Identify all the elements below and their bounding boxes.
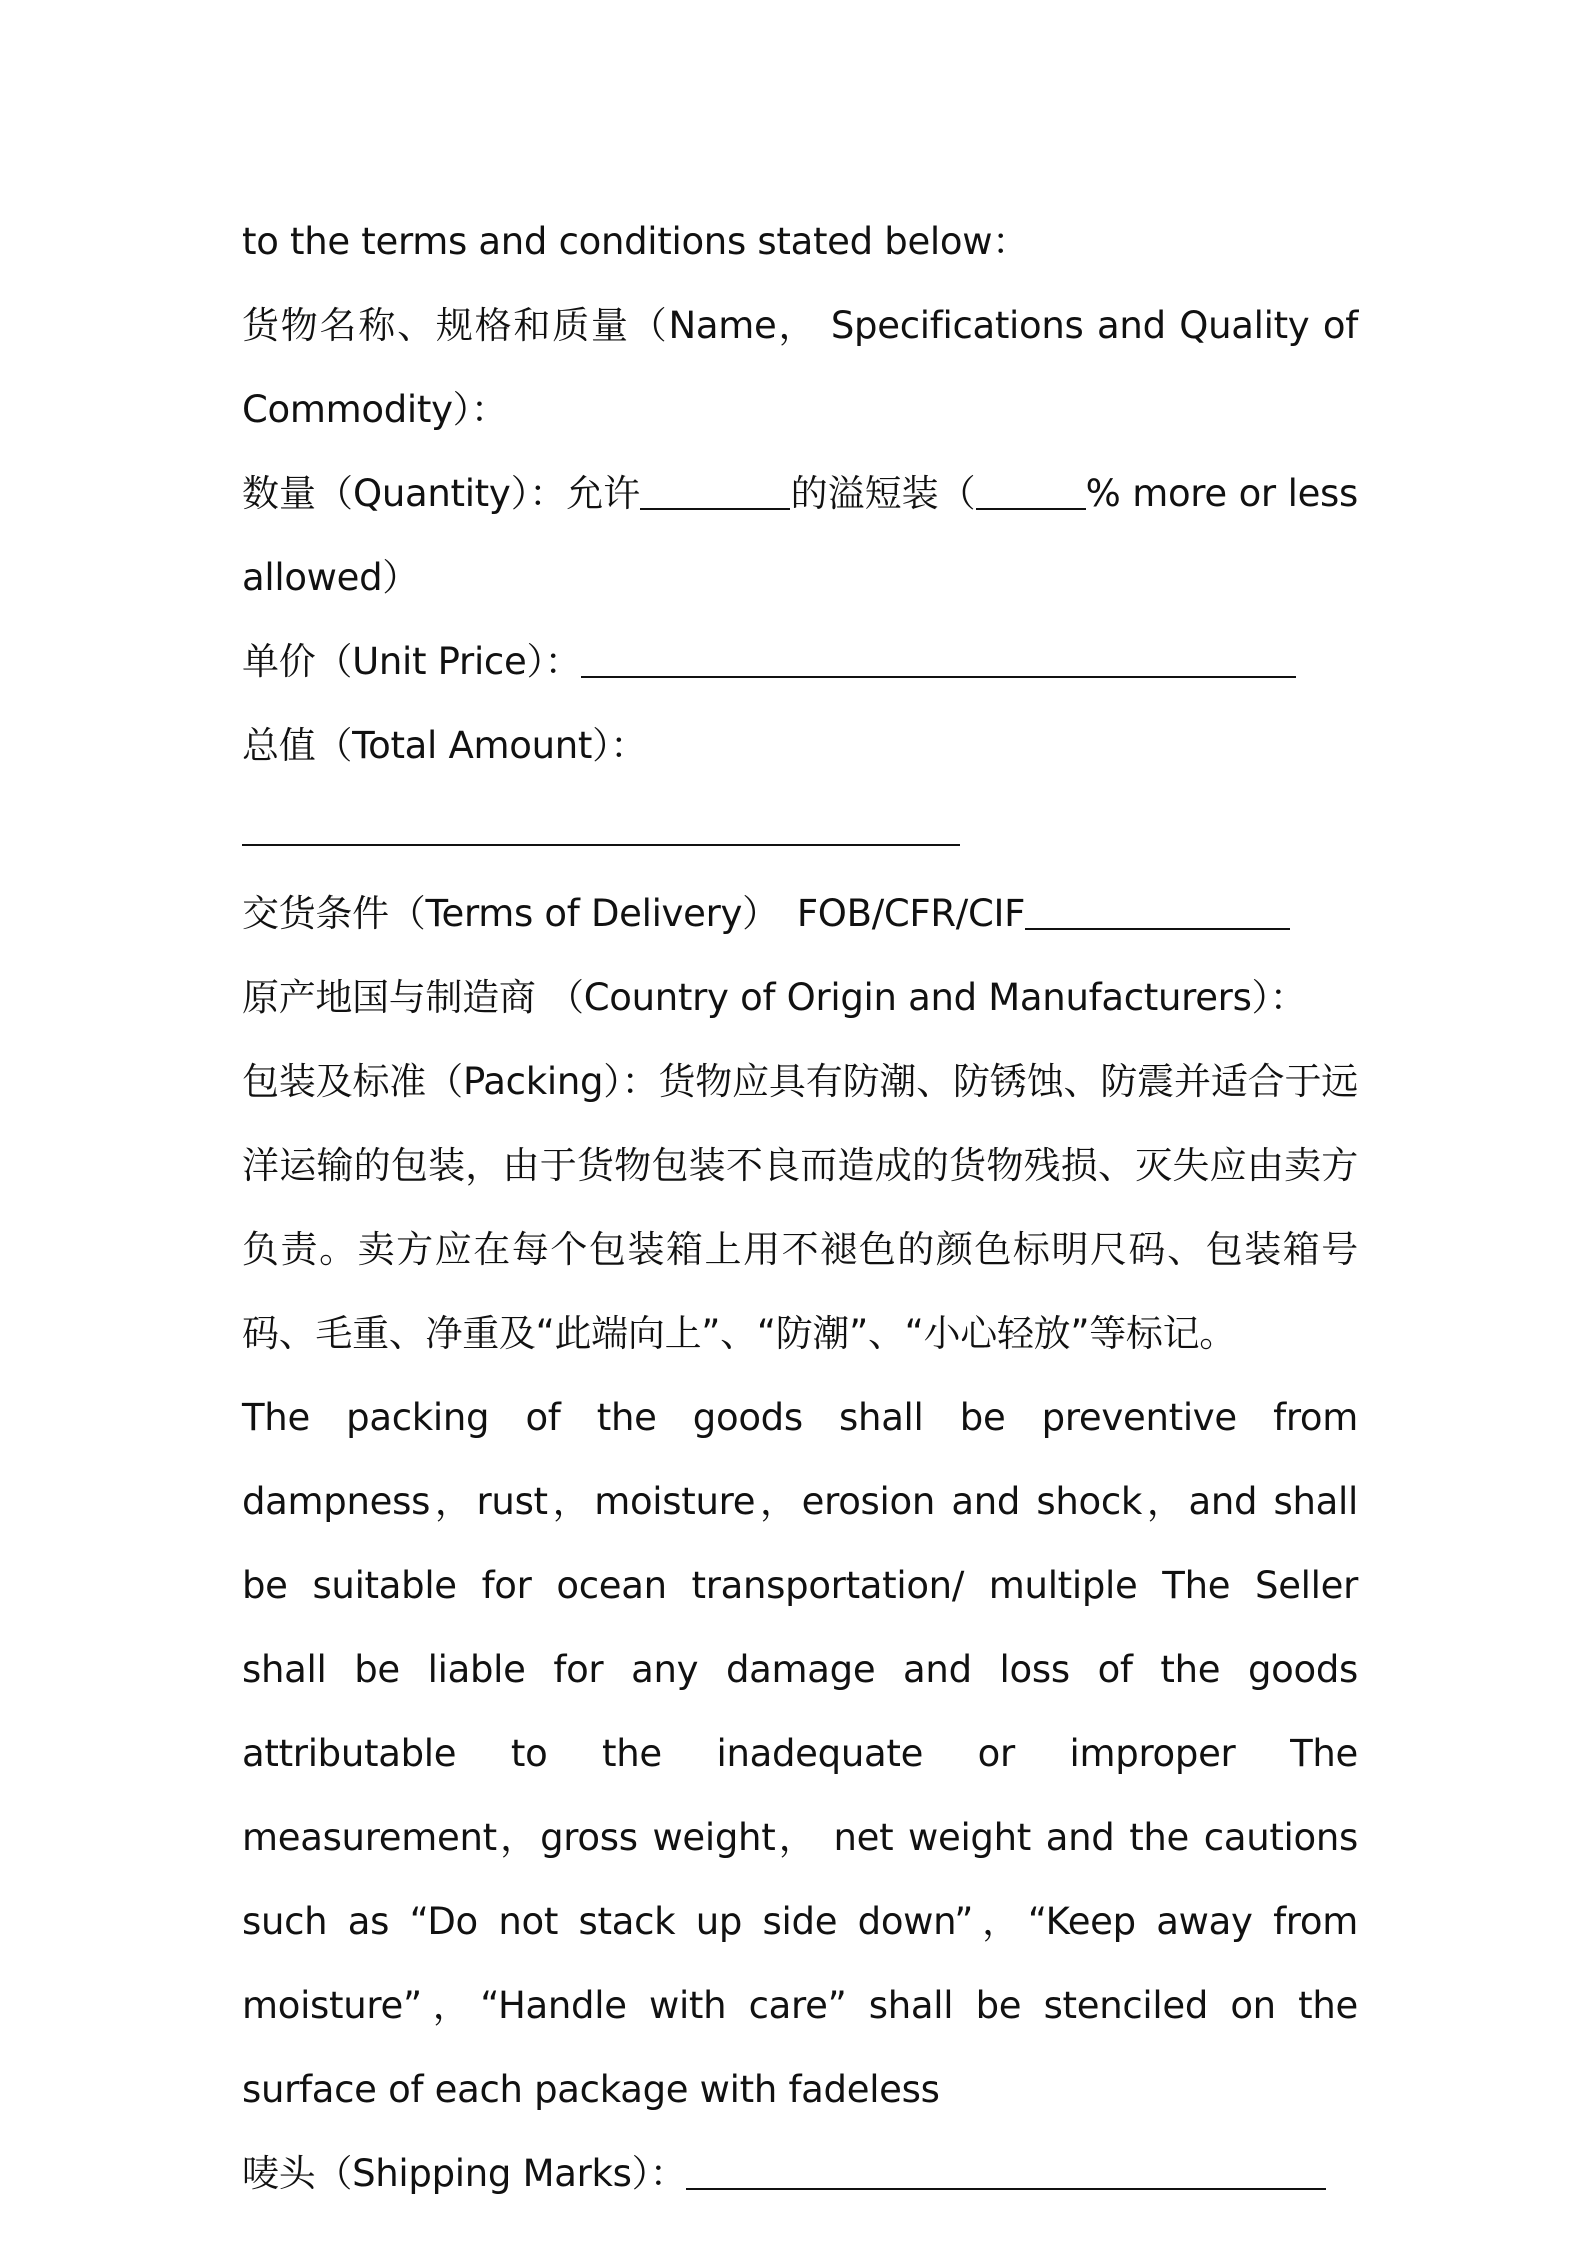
unit-price-label: 单价（Unit Price）： [242,640,582,683]
total-amount-blank[interactable] [242,814,960,846]
document-body [242,200,1358,2216]
delivery-terms-options: FOB/CFR/CIF [796,892,1026,935]
total-amount-field [242,704,1358,872]
shipping-marks-field [242,2132,1358,2216]
shipping-marks-blank[interactable] [686,2158,1326,2190]
quantity-suffix-text: % more or less allowed） [242,472,1359,599]
name-spec-label: 货物名称、规格和质量（Name， Specifications and Quality of Commodity）： [242,304,1358,431]
delivery-terms-blank[interactable] [1025,898,1290,930]
terms-intro-line: to the terms and conditions stated below： [242,220,1029,263]
quantity-allowance-blank[interactable] [640,478,790,510]
delivery-terms-field [242,872,1358,956]
shipping-marks-label: 唛头（Shipping Marks）： [242,2152,687,2195]
unit-price-blank[interactable] [581,646,1296,678]
quantity-percent-blank[interactable] [976,478,1086,510]
packing-english-paragraph: The packing of the goods shall be preventive from dampness，rust，moisture，erosion and shock，and shall be suitable for ocean transportation/ multiple The Seller shall be liable for any damage and loss of the goods attributable to the inadequate or improper The measurement，gross weight， net weight and the cautions such as “Do not stack up side down”，“Keep away from moisture”，“Handle with care” shall be stenciled on the surface of each package with fadeless [242,1396,1358,2111]
total-amount-label: 总值（Total Amount）： [242,724,647,767]
unit-price-field [242,620,1358,704]
delivery-terms-label: 交货条件（Terms of Delivery） [242,892,779,935]
origin-field [242,956,1358,1040]
quantity-field [242,452,1358,620]
origin-label: 原产地国与制造商 （Country of Origin and Manufacturers）： [242,976,1307,1019]
packing-chinese-paragraph: 包装及标准（Packing）：货物应具有防潮、防锈蚀、防震并适合于远洋运输的包装，由于货物包装不良而造成的货物残损、灭失应由卖方负责。卖方应在每个包装箱上用不褪色的颜色标明尺码、包装箱号码、毛重、净重及“此端向上”、“防潮”、“小心轻放”等标记。 [242,1060,1358,1355]
quantity-middle-text: 的溢短装（ [790,472,976,515]
name-spec-field [242,284,1358,452]
quantity-label: 数量（Quantity）：允许 [242,472,641,515]
